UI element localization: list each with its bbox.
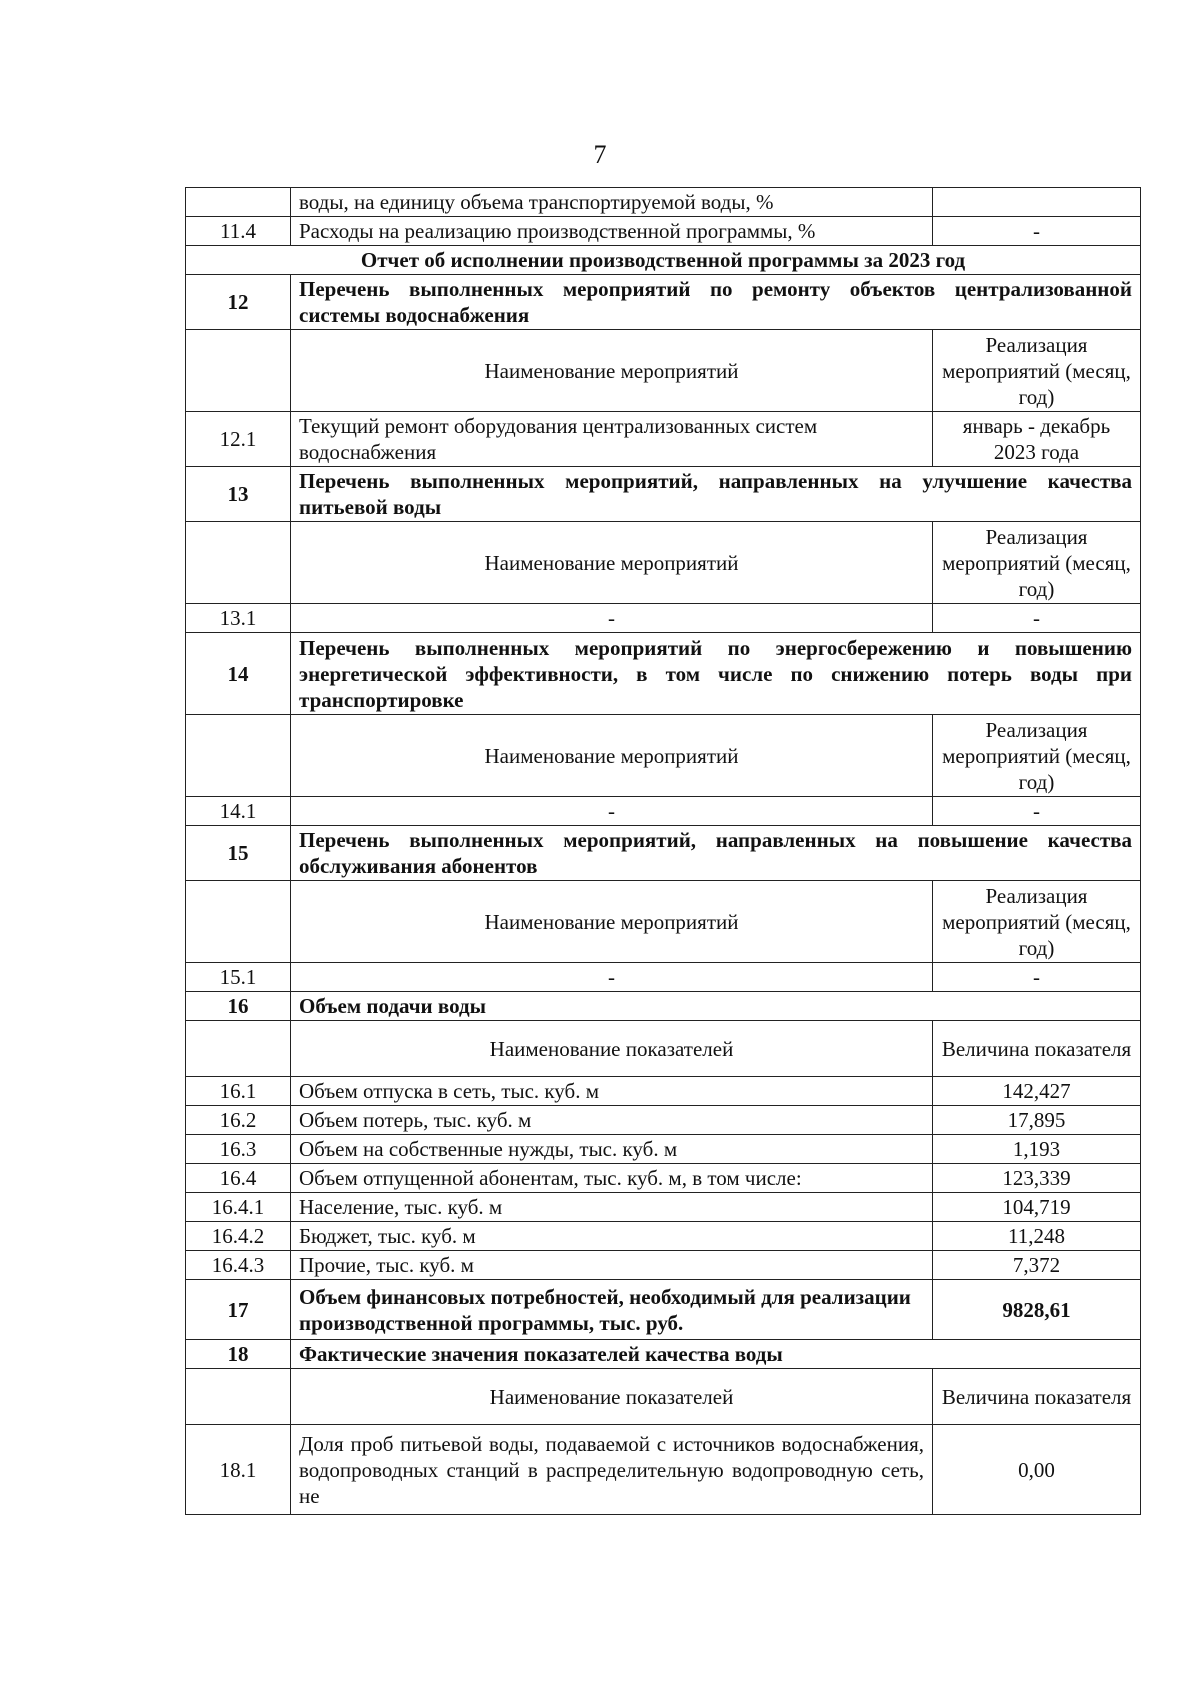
row-number [186,330,291,412]
section-row [186,275,1141,330]
column-header-name: Наименование мероприятий [291,881,933,963]
row-number [186,881,291,963]
section-title: Перечень выполненных мероприятий по ремонту объектов централизованной системы водоснабжения [291,275,1141,330]
section-number: 12 [186,275,291,330]
section-row [186,992,1141,1021]
table-row [186,1425,1141,1515]
section-title: Перечень выполненных мероприятий по энергосбережению и повышению энергетической эффективности, в том числе по снижению потерь воды при транспортировке [291,633,1141,715]
row-text: Население, тыс. куб. м [291,1193,933,1222]
section-title: Фактические значения показателей качества воды [291,1340,1141,1369]
section-number: 17 [186,1280,291,1340]
table-row [186,246,1141,275]
column-header-impl: Реализация мероприятий (месяц, год) [933,715,1141,797]
row-value: январь - декабрь 2023 года [933,412,1141,467]
column-header-impl: Реализация мероприятий (месяц, год) [933,330,1141,412]
row-number: 16.4 [186,1164,291,1193]
row-number [186,522,291,604]
row-text: Бюджет, тыс. куб. м [291,1222,933,1251]
column-header-row [186,330,1141,412]
table-row [186,217,1141,246]
row-text: - [291,604,933,633]
column-header-impl: Величина показателя [933,1369,1141,1425]
column-header-name: Наименование показателей [291,1369,933,1425]
table-row [186,188,1141,217]
row-number: 16.3 [186,1135,291,1164]
table-row [186,604,1141,633]
column-header-name: Наименование мероприятий [291,522,933,604]
section-number: 13 [186,467,291,522]
row-number: 16.4.1 [186,1193,291,1222]
section-number: 16 [186,992,291,1021]
column-header-row [186,1369,1141,1425]
section-row [186,1340,1141,1369]
row-value: - [933,797,1141,826]
section-row [186,467,1141,522]
row-number: 14.1 [186,797,291,826]
row-value [933,188,1141,217]
row-value: 11,248 [933,1222,1141,1251]
row-text: Объем отпущенной абонентам, тыс. куб. м, в том числе: [291,1164,933,1193]
row-number [186,1021,291,1077]
section-row [186,633,1141,715]
section-number: 15 [186,826,291,881]
row-value: 123,339 [933,1164,1141,1193]
row-text: Объем отпуска в сеть, тыс. куб. м [291,1077,933,1106]
row-number: 11.4 [186,217,291,246]
section-title: Перечень выполненных мероприятий, направленных на повышение качества обслуживания абонентов [291,826,1141,881]
section-number: 18 [186,1340,291,1369]
table-row [186,1193,1141,1222]
column-header-impl: Реализация мероприятий (месяц, год) [933,522,1141,604]
row-value: 7,372 [933,1251,1141,1280]
column-header-impl: Величина показателя [933,1021,1141,1077]
row-value: 104,719 [933,1193,1141,1222]
table-row [186,1222,1141,1251]
row-number: 16.1 [186,1077,291,1106]
row-value: 0,00 [933,1425,1141,1515]
page-number: 7 [593,140,607,169]
row-text: Объем потерь, тыс. куб. м [291,1106,933,1135]
section-row [186,1280,1141,1340]
row-number: 16.4.3 [186,1251,291,1280]
table-row [186,963,1141,992]
column-header-impl: Реализация мероприятий (месяц, год) [933,881,1141,963]
row-number [186,1369,291,1425]
row-text: Прочие, тыс. куб. м [291,1251,933,1280]
row-number: 13.1 [186,604,291,633]
table-row [186,1135,1141,1164]
column-header-name: Наименование мероприятий [291,330,933,412]
row-value: 17,895 [933,1106,1141,1135]
row-text: Расходы на реализацию производственной программы, % [291,217,933,246]
table-row [186,412,1141,467]
column-header-row [186,522,1141,604]
table-row [186,797,1141,826]
table-row [186,1077,1141,1106]
table-row [186,1106,1141,1135]
row-text: - [291,797,933,826]
section-row [186,826,1141,881]
row-value: - [933,604,1141,633]
row-value: 1,193 [933,1135,1141,1164]
row-number: 18.1 [186,1425,291,1515]
row-value: - [933,963,1141,992]
row-value: - [933,217,1141,246]
row-text: - [291,963,933,992]
table-row [186,1251,1141,1280]
row-number [186,715,291,797]
row-value: 9828,61 [933,1280,1141,1340]
column-header-row [186,1021,1141,1077]
row-value: 142,427 [933,1077,1141,1106]
section-title: Объем подачи воды [291,992,1141,1021]
table-row [186,1164,1141,1193]
report-header: Отчет об исполнении производственной программы за 2023 год [186,246,1141,275]
column-header-row [186,715,1141,797]
section-title: Перечень выполненных мероприятий, направленных на улучшение качества питьевой воды [291,467,1141,522]
section-title: Объем финансовых потребностей, необходимый для реализации производственной программы, тыс. руб. [291,1280,933,1340]
row-number: 15.1 [186,963,291,992]
column-header-name: Наименование мероприятий [291,715,933,797]
row-text: Объем на собственные нужды, тыс. куб. м [291,1135,933,1164]
program-report-table [185,187,1141,1515]
column-header-row [186,881,1141,963]
row-text: Доля проб питьевой воды, подаваемой с источников водоснабжения, водопроводных станций в распределительную водопроводную сеть, не [291,1425,933,1515]
row-text: воды, на единицу объема транспортируемой воды, % [291,188,933,217]
row-text: Текущий ремонт оборудования централизованных систем водоснабжения [291,412,933,467]
row-number: 12.1 [186,412,291,467]
row-number [186,188,291,217]
row-number: 16.2 [186,1106,291,1135]
column-header-name: Наименование показателей [291,1021,933,1077]
section-number: 14 [186,633,291,715]
row-number: 16.4.2 [186,1222,291,1251]
